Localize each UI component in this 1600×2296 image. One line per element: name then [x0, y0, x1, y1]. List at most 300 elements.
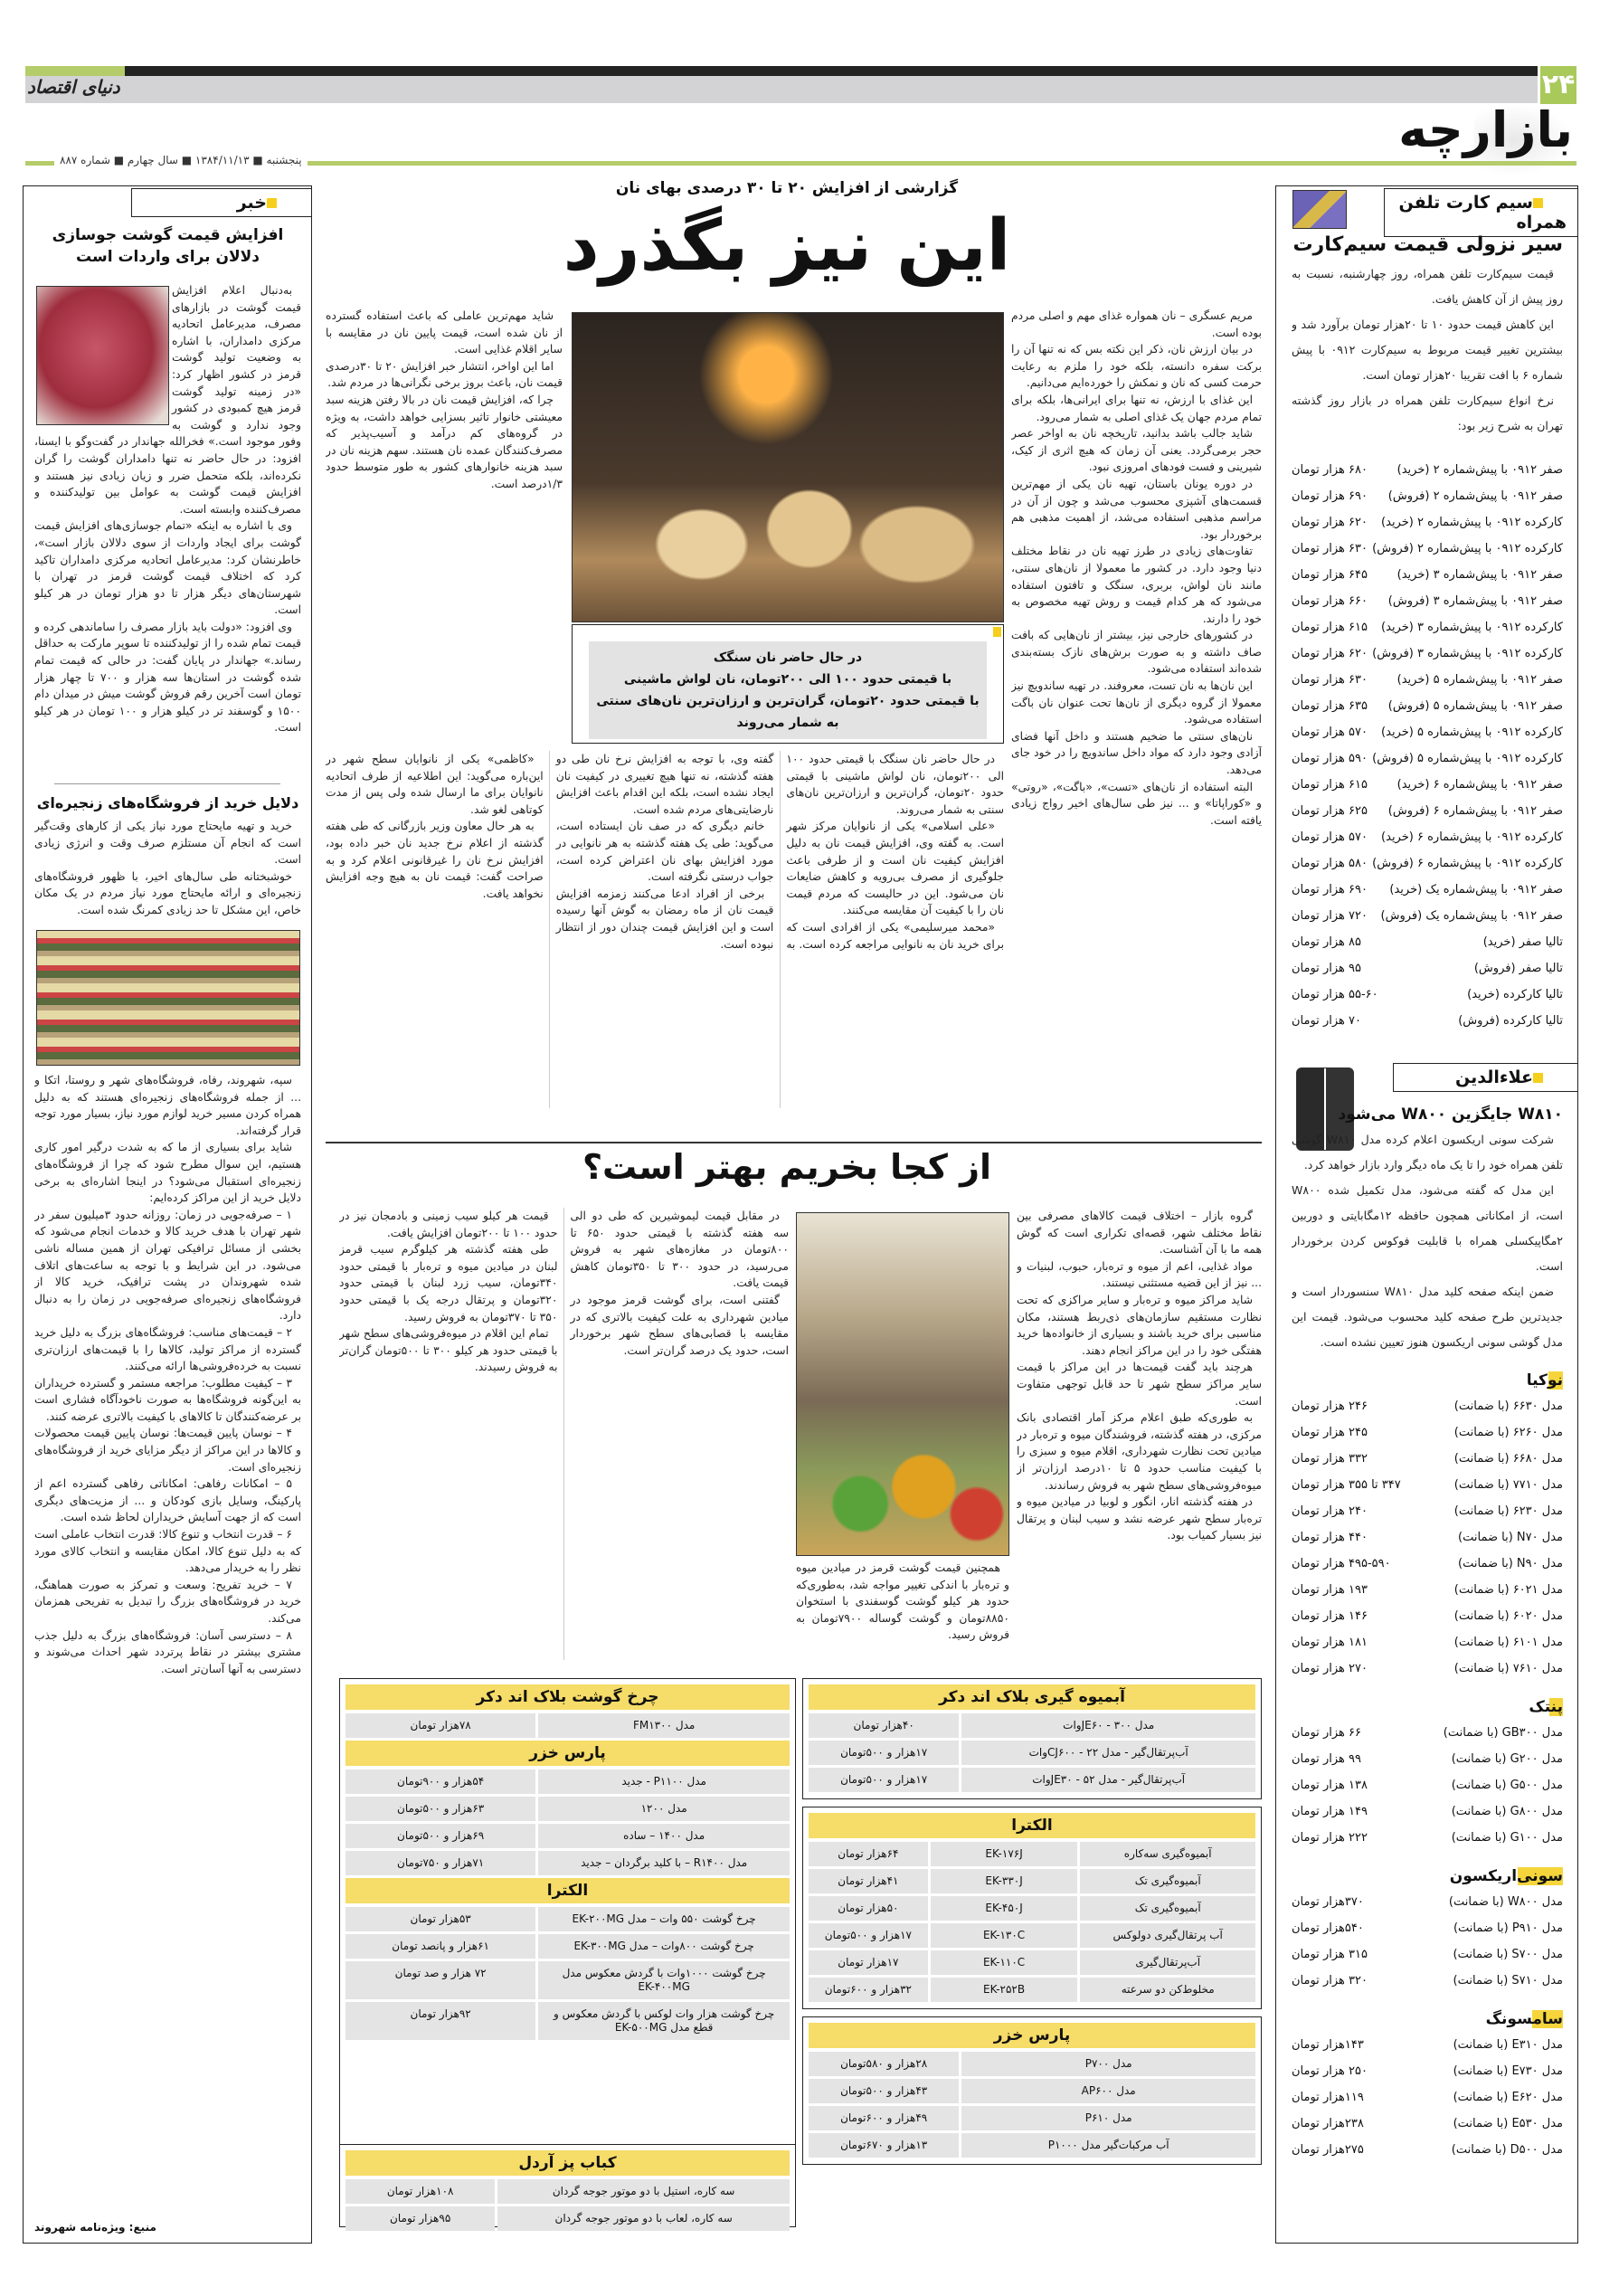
- paragraph: این کاهش قیمت حدود ۱۰ تا ۲۰هزار تومان برآورد شد و بیشترین تغییر قیمت مربوط به سیم‌کارت ۰۹۱۲ با پیش شماره ۶ با افت تقریبا ۲۰هزار تومان است.: [1292, 318, 1563, 382]
- table-cell: چرخ گوشت هزار وات لوکس با گردش معکوس و قطع مدل EK-۵۰۰MG: [538, 2002, 790, 2040]
- table-row: [346, 1934, 790, 1959]
- item-price: ۱۴۹ هزار تومان: [1292, 1805, 1368, 1818]
- table-row: [809, 1923, 1255, 1948]
- table-title: الکترا: [809, 1813, 1255, 1838]
- paragraph: در حال حاضر نان سنگک با قیمتی حدود ۱۰۰ الی ۲۰۰تومان، نان لواش ماشینی با قیمتی حدود ۲۰تومان، گران‌ترین و ارزان‌ترین نان‌های سنتی به شمار می‌روند.: [786, 753, 1004, 816]
- paragraph: به طوری‌که طبق اعلام مرکز آمار اقتصادی بانک مرکزی، در هفته گذشته، فروشندگان میوه و تره‌بار در میادین تحت نظارت شهرداری، اقلام میوه و سبزی را با کیفیت مناسب حدود ۵ تا ۱۰درصد ارزان‌تر از میوه‌فروشی‌های سطح شهر به فروش رساندند.: [1017, 1411, 1262, 1492]
- item-name: تالیا کارکرده (خرید): [1467, 988, 1563, 1001]
- table-cell: ۶۴هزار تومان: [809, 1842, 928, 1866]
- paragraph: «علی اسلامی» یکی از نانوایان مرکز شهر است. به گفته وی، افزایش قیمت نان به دلیل افزایش کیفیت نان است و از طرفی باعث جلوگیری از مصرف بی‌رویه و کاهش ضایعات نان می‌شود. این در حالیست که مردم قیمت نان را با کیفیت آن مقایسه می‌کنند.: [786, 820, 1004, 917]
- paragraph: شاید جالب باشد بدانید، تاریخچه نان به اواخر عصر حجر برمی‌گردد. یعنی آن زمان که هیچ اثری از کیک، شیرینی و فست فودهای امروزی نبود.: [1011, 427, 1262, 474]
- table-cell: ۴۰هزار تومان: [809, 1713, 959, 1738]
- table-cell: آبمیوه‌گیری تک: [1080, 1869, 1255, 1893]
- paragraph: خرید و تهیه مایحتاج مورد نیاز یکی از کارهای وقت‌گیر است که انجام آن مستلزم صرف وقت و انرژی زیادی است.: [34, 820, 301, 867]
- market-headline: از کجا بخریم بهتر است؟: [582, 1147, 992, 1187]
- bread-callout-box: [572, 624, 1004, 744]
- divider: [54, 783, 280, 784]
- table-row: [809, 1741, 1255, 1765]
- item-price: ۶۳۰ هزار تومان: [1292, 673, 1368, 687]
- item-price: ۲۴۰ هزار تومان: [1292, 1504, 1368, 1518]
- item-price: ۶۹۰ هزار تومان: [1292, 883, 1368, 897]
- price-row: [1292, 640, 1563, 667]
- table-cell: ۹۵هزار تومان: [346, 2206, 495, 2231]
- item-name: صفر ۰۹۱۲ با پیش‌شماره ۶ (فروش): [1387, 804, 1563, 818]
- price-row: [1292, 1498, 1563, 1524]
- table-cell: مدل P۶۱۰: [961, 2106, 1255, 2130]
- bread-callout: [589, 641, 987, 739]
- table-cell: مدل JE۶۰ - ۳۰۰وات: [961, 1713, 1255, 1738]
- item-price: ۵۵-۶۰ هزار تومان: [1292, 988, 1378, 1001]
- item-price: ۱۸۱ هزار تومان: [1292, 1636, 1368, 1649]
- supermarket-image: [36, 930, 300, 1066]
- paragraph: این نان‌ها به نان تست، معروفند. در تهیه ساندویچ نیز معمولا از گروه دیگری از نان‌ها تحت عنوان نان باگت استفاده می‌شود.: [1011, 679, 1262, 726]
- dateline: پنجشنبه ■ ۱۳۸۴/۱۱/۱۳ ■ سال چهارم ■ شماره ۸۸۷: [54, 154, 308, 166]
- price-row: [1292, 536, 1563, 562]
- table-row: [809, 2106, 1255, 2130]
- paragraph: ۳ – کیفیت مطلوب: مراجعه مستمر و گسترده خریداران به این‌گونه فروشگاه‌ها به صورت ناخودآگاه فشاری است بر عرضه‌کنندگان تا کالاهای با کیفیت بالاتری عرضه کنند.: [34, 1376, 301, 1423]
- paragraph: البته استفاده از نان‌های «تست»، «باگت»، «روتی» و «کوراپاتا» و ... نیز طی سال‌های اخیر رواج زیادی یافته است.: [1011, 780, 1262, 827]
- aladdin-tag: [1393, 1063, 1577, 1092]
- table-cell: مدل R۱۴۰۰ – با کلید برگردان – جدید: [538, 1851, 790, 1875]
- table-cell: ۱۰۸هزار تومان: [346, 2179, 495, 2204]
- item-price: ۵۴۰هزار تومان: [1292, 1921, 1364, 1935]
- item-price: ۲۲۲ هزار تومان: [1292, 1831, 1368, 1845]
- price-row: [1292, 955, 1563, 982]
- masthead-band: [25, 76, 1538, 103]
- item-name: کارکرده ۰۹۱۲ با پیش‌شماره ۵ (فروش): [1372, 752, 1563, 765]
- item-name: مدل S۷۱۰ (با ضمانت): [1453, 1974, 1563, 1988]
- chain-store-body: [34, 1072, 301, 2216]
- table-cell: ۶۹هزار و ۵۰۰تومان: [346, 1824, 535, 1848]
- table-cell: ۴۹هزار و ۶۰۰تومان: [809, 2106, 959, 2130]
- price-row: [1292, 2058, 1563, 2084]
- meat-headline: افزایش قیمت گوشت جوسازی دلالان برای واردات است: [52, 226, 284, 266]
- brand-price-list: [1292, 2032, 1563, 2163]
- table-title: آبمیوه گیری بلاک اند دکر: [809, 1684, 1255, 1710]
- aladdin-headline: W۸۱۰ جایگزین W۸۰۰ می‌شود: [1338, 1105, 1563, 1124]
- item-price: ۵۸۰ هزار تومان: [1292, 857, 1368, 870]
- bread-kicker: گزارشی از افزایش ۲۰ تا ۳۰ درصدی بهای نان: [615, 179, 959, 197]
- chain-store-headline: دلایل خرید از فروشگاه‌های زنجیره‌ای: [36, 794, 299, 811]
- price-row: [1292, 2111, 1563, 2137]
- item-price: ۲۴۵ هزار تومان: [1292, 1426, 1368, 1439]
- paragraph: ۱ – صرفه‌جویی در زمان: روزانه حدود ۳میلیون سفر در شهر تهران با هدف خرید کالا و خدمات انجام می‌شود که بخشی از مسائل ترافیکی تهران از همین مساله ناشی می‌شود. در این شرایط و با توجه به ساعت‌های اتلاف شده شهروندان در پشت ترافیک، خرید کالا از فروشگاه‌های زنجیره‌ای صرفه‌جویی در زمان را به دنبال دارد.: [34, 1208, 301, 1323]
- item-name: صفر ۰۹۱۲ با پیش‌شماره ۶ (خرید): [1396, 778, 1563, 792]
- item-name: صفر ۰۹۱۲ با پیش‌شماره ۳ (خرید): [1396, 568, 1563, 582]
- item-price: ۲۷۰ هزار تومان: [1292, 1662, 1368, 1675]
- table-cell: EK-۱۱۰C: [931, 1950, 1078, 1975]
- item-name: کارکرده ۰۹۱۲ با پیش‌شماره ۳ (فروش): [1372, 647, 1563, 660]
- price-row: [1292, 2137, 1563, 2163]
- brand-heading: [1292, 2010, 1563, 2028]
- price-row: [1292, 1746, 1563, 1772]
- price-row: [1292, 1551, 1563, 1577]
- item-price: ۶۲۵ هزار تومان: [1292, 804, 1368, 818]
- sim-tag-label: سیم کارت تلفن همراه: [1398, 193, 1567, 232]
- price-row: [1292, 509, 1563, 536]
- masthead-accent: [25, 66, 125, 76]
- price-row: [1292, 667, 1563, 693]
- price-row: [1292, 1446, 1563, 1472]
- tag-square-icon: [1533, 198, 1543, 208]
- table-cell: ۴۱هزار تومان: [809, 1869, 928, 1893]
- sim-tag: [1384, 188, 1577, 237]
- item-price: ۶۳۰ هزار تومان: [1292, 542, 1368, 555]
- price-row: [1292, 2084, 1563, 2111]
- price-row: [1292, 1656, 1563, 1682]
- item-price: ۱۴۶ هزار تومان: [1292, 1609, 1368, 1623]
- paragraph: ۷ – خرید تفریح: وسعت و تمرکز به صورت هماهنگ، خرید در فروشگاه‌های بزرگ را تبدیل به تفریحی همزمان می‌کند.: [34, 1578, 301, 1625]
- paragraph: به‌دنبال اعلام افزایش قیمت گوشت در بازارهای مصرف، مدیرعامل اتحادیه مرکزی دامداران، با اشاره به وضعیت تولید گوشت قرمز در کشور اظهار کرد: «در زمینه تولید گوشت قرمز هیچ کمبودی در کشور وجود ندارد و گوشت به وفور موجود است.» فخرالله جهاندار در گفت‌وگو با ایسنا، افزود: در حال حاضر نه تنها دامداران گوشت را گران نکرده‌اند، بلکه متحمل ضرر و زیان زیادی نیز هستند و افزایش قیمت گوشت به عوامل بین تولیدکننده و مصرف‌کننده وابسته است.: [34, 284, 301, 516]
- item-name: صفر ۰۹۱۲ با پیش‌شماره یک (فروش): [1380, 909, 1563, 923]
- item-price: ۳۲۰ هزار تومان: [1292, 1974, 1368, 1988]
- table-row: [809, 1768, 1255, 1792]
- table-cell: ۱۷هزار تومان: [809, 1950, 928, 1975]
- item-name: کارکرده ۰۹۱۲ با پیش‌شماره ۵ (خرید): [1381, 726, 1563, 739]
- table-row: [346, 1769, 790, 1794]
- item-price: ۹۹ هزار تومان: [1292, 1752, 1361, 1766]
- price-row: [1292, 1008, 1563, 1034]
- item-price: ۱۴۳هزار تومان: [1292, 2038, 1364, 2052]
- item-price: ۱۱۹هزار تومان: [1292, 2091, 1364, 2104]
- item-price: ۶۳۵ هزار تومان: [1292, 699, 1368, 713]
- table-cell: سه کاره، لعاب با دو موتور جوجه گردان: [497, 2206, 790, 2231]
- table-cell: مدل P۷۰۰: [961, 2052, 1255, 2076]
- price-row: [1292, 1603, 1563, 1629]
- table-row: [346, 1851, 790, 1875]
- item-name: مدل ۶۰۲۰ (با ضمانت): [1453, 1609, 1563, 1623]
- item-name: مدل ۷۶۱۰ (با ضمانت): [1453, 1662, 1563, 1675]
- table-row: [346, 1713, 790, 1738]
- price-row: [1292, 1524, 1563, 1551]
- item-name: مدل E۳۱۰ (با ضمانت): [1453, 2038, 1563, 2052]
- item-name: تالیا صفر (فروش): [1473, 962, 1563, 975]
- aladdin-tag-label: علاءالدین: [1455, 1067, 1533, 1087]
- paragraph: طی هفته گذشته هر کیلوگرم سیب قرمز لبنان در میادین میوه و تره‌بار با قیمتی حدود ۳۴۰تومان، سیب زرد لبنان با قیمتی حدود ۳۲۰تومان و پرتقال درجه یک با قیمتی حدود ۳۵۰ تا ۳۷۰تومان به فروش رسید.: [339, 1243, 558, 1324]
- callout-square-icon: [993, 627, 1001, 637]
- table-cell: مدل P۱۱۰۰ - جدید: [538, 1769, 790, 1794]
- table-cell: EK-۴۵۰J: [931, 1896, 1078, 1921]
- price-row: [1292, 588, 1563, 614]
- item-name: صفر ۰۹۱۲ با پیش‌شماره ۵ (فروش): [1387, 699, 1563, 713]
- item-name: مدل S۷۰۰ (با ضمانت): [1453, 1948, 1563, 1961]
- table-title: کباب پز آردل: [346, 2150, 790, 2176]
- price-row: [1292, 903, 1563, 929]
- price-row: [1292, 693, 1563, 719]
- brand-heading: [1292, 1867, 1563, 1885]
- price-row: [1292, 929, 1563, 955]
- paragraph: در بیان ارزش نان، ذکر این نکته بس که نه تنها آن را برکت سفره دانسته، بلکه خود را ملزم به رعایت حرمت کسی که نان و نمکش را خورده‌ایم می‌دانیم.: [1011, 343, 1262, 390]
- price-row: [1292, 798, 1563, 824]
- price-row: [1292, 719, 1563, 745]
- price-row: [1292, 1629, 1563, 1656]
- table-cell: آب‌پرتقال‌گیری: [1080, 1950, 1255, 1975]
- price-row: [1292, 772, 1563, 798]
- table-cell: ۷۸هزار تومان: [346, 1713, 535, 1738]
- bakery-image: [572, 312, 1004, 622]
- paragraph: ۸ – دسترسی آسان: فروشگاه‌های بزرگ به دلیل جذب مشتری بیشتر در نقاط پرتردد شهر احداث می‌شوند و دسترسی به آنها آسان‌تر است.: [34, 1628, 301, 1675]
- item-price: ۳۴۷ تا ۳۵۵ هزار تومان: [1292, 1478, 1401, 1492]
- table-row: [346, 2002, 790, 2040]
- item-name: صفر ۰۹۱۲ با پیش‌شماره ۳ (فروش): [1387, 594, 1563, 608]
- item-name: مدل G۸۰۰ (با ضمانت): [1451, 1805, 1563, 1818]
- table-cell: مخلوط‌کن دو سرعته: [1080, 1978, 1255, 2002]
- tag-square-icon: [1533, 1073, 1543, 1083]
- brand-heading: [1292, 1698, 1563, 1716]
- item-name: مدل ۶۲۳۰ (با ضمانت): [1453, 1504, 1563, 1518]
- sim-body: [1292, 261, 1563, 439]
- table-cell: آب‌پرتقال‌گیر - مدل CJ۶۰۰ - ۲۲وات: [961, 1741, 1255, 1765]
- paragraph: اما این اواخر، انتشار خبر افزایش ۲۰ تا ۳۰درصدی قیمت نان، باعث بروز برخی نگرانی‌ها در مردم شد.: [326, 359, 563, 390]
- paragraph: در کشورهای خارجی نیز، بیشتر از نان‌هایی که بافت صاف داشته و به صورت برش‌های نازک بسته‌بندی شده‌اند استفاده می‌شود.: [1011, 629, 1262, 676]
- paragraph: مریم عسگری – نان همواره غذای مهم و اصلی مردم بوده است.: [1011, 309, 1262, 339]
- callout-line: با قیمتی حدود ۲۰تومان، گران‌ترین و ارزان‌ترین نان‌های سنتی: [596, 694, 980, 708]
- item-price: ۹۵ هزار تومان: [1292, 962, 1361, 975]
- brand-price-list: [1292, 1393, 1563, 1682]
- price-row: [1292, 1472, 1563, 1498]
- item-price: ۷۰ هزار تومان: [1292, 1014, 1361, 1028]
- item-price: ۶۹۰ هزار تومان: [1292, 489, 1368, 503]
- juicer-price-tables: [802, 1678, 1262, 2230]
- table-cell: ۱۷هزار و ۵۰۰تومان: [809, 1923, 928, 1948]
- item-name: مدل D۵۰۰ (با ضمانت): [1451, 2143, 1563, 2157]
- bread-headline: این نیز بگذرد: [563, 205, 1011, 287]
- item-name: صفر ۰۹۱۲ با پیش‌شماره ۲ (فروش): [1387, 489, 1563, 503]
- item-name: مدل ۶۲۶۰ (با ضمانت): [1453, 1426, 1563, 1439]
- table-cell: مدل ۱۴۰۰ – ساده: [538, 1824, 790, 1848]
- item-price: ۶۱۵ هزار تومان: [1292, 621, 1368, 634]
- item-price: ۵۷۰ هزار تومان: [1292, 726, 1368, 739]
- table-cell: ۶۳هزار و ۵۰۰تومان: [346, 1797, 535, 1821]
- price-row: [1292, 1825, 1563, 1851]
- table-cell: ۵۰هزار تومان: [809, 1896, 928, 1921]
- table-cell: ۷۲ هزار و صد تومان: [346, 1961, 535, 1999]
- table-cell: آبمیوه‌گیری تک: [1080, 1896, 1255, 1921]
- price-row: [1292, 562, 1563, 588]
- paragraph: خوشبختانه طی سال‌های اخیر، با ظهور فروشگاه‌های زنجیره‌ای و ارائه مایحتاج مورد نیاز مردم در یک مکان خاص، این مشکل تا حد زیادی کمرنگ شده است.: [34, 869, 301, 916]
- meat-article-body: [34, 282, 301, 789]
- paragraph: همچنین قیمت گوشت قرمز در میادین میوه و تره‌بار با اندکی تغییر مواجه شد، به‌طوری‌که حدود هر کیلو گوشت گوسفندی با استخوان ۸۸۵۰تومان و گوشت گوساله ۷۹۰۰تومان به فروش رسید.: [796, 1561, 1009, 1642]
- table-row: [346, 1961, 790, 1999]
- table-cell: مدل ۱۲۰۰: [538, 1797, 790, 1821]
- item-price: ۲۷۵هزار تومان: [1292, 2143, 1364, 2157]
- table-cell: آب‌پرتقال‌گیر - مدل JE۳۰ - ۵۲وات: [961, 1768, 1255, 1792]
- grill-price-table: [339, 2144, 796, 2227]
- table-cell: EK-۲۵۲B: [931, 1978, 1078, 2002]
- price-row: [1292, 1915, 1563, 1941]
- item-price: ۶۲۰ هزار تومان: [1292, 647, 1368, 660]
- table-title: پارس خزر: [809, 2023, 1255, 2048]
- paragraph: ضمن اینکه صفحه کلید مدل W۸۱۰ سنسوردار است و جدیدترین طرح صفحه کلید محسوب می‌شود. قیمت این مدل گوشی سونی اریکسون هنوز تعیین نشده است.: [1292, 1285, 1563, 1349]
- table-cell: ۵۳هزار تومان: [346, 1907, 535, 1931]
- item-name: مدل ۶۱۰۱ (با ضمانت): [1453, 1636, 1563, 1649]
- bread-article-right-column: [1011, 308, 1262, 1104]
- brand-name: پنتک: [1529, 1698, 1563, 1716]
- item-price: ۲۵۰ هزار تومان: [1292, 2064, 1368, 2078]
- item-price: ۸۵ هزار تومان: [1292, 935, 1361, 949]
- paragraph: نان‌های سنتی ما ضخیم هستند و داخل آنها فضای آزادی وجود دارد که مواد داخل ساندویچ را در خود جای می‌دهد.: [1011, 729, 1262, 777]
- brand-price-list: [1292, 1889, 1563, 1994]
- callout-line: با قیمتی حدود ۱۰۰ الی ۲۰۰تومان، نان لواش ماشینی: [623, 672, 952, 687]
- price-row: [1292, 614, 1563, 640]
- paragraph: ۶ – قدرت انتخاب و تنوع کالا: قدرت انتخاب عاملی است که به دلیل تنوع کالا، امکان مقایسه و انتخاب کالای مورد نظر را به خریدار می‌دهد.: [34, 1528, 301, 1575]
- news-tag-label: خبر: [236, 193, 267, 213]
- table-cell: آب مرکبات‌گیر مدل P۱۰۰۰: [961, 2133, 1255, 2158]
- paragraph: شاید مراکز میوه و تره‌بار و سایر مراکزی که تحت نظارت مستقیم سازمان‌های ذی‌ربط هستند، مکان مناسبی برای خرید باشند و بسیاری از خانواده‌ها خرید هفتگی خود را در این مراکز انجام دهند.: [1017, 1293, 1262, 1357]
- paragraph: مواد غذایی، اعم از میوه و تره‌بار، حبوب، لبنیات و ... نیز از این قضیه مستثنی نیستند.: [1017, 1259, 1262, 1290]
- table-row: [809, 2052, 1255, 2076]
- item-name: مدل N۷۰ (با ضمانت): [1458, 1531, 1563, 1544]
- table-row: [809, 1842, 1255, 1866]
- item-price: ۶۴۵ هزار تومان: [1292, 568, 1368, 582]
- table-cell: مدل FM۱۳۰۰: [538, 1713, 790, 1738]
- table-cell: ۱۳هزار و ۶۷۰تومان: [809, 2133, 959, 2158]
- table-title: الکترا: [346, 1878, 790, 1903]
- page-number: ۲۴: [1540, 66, 1576, 104]
- item-price: ۴۹۵-۵۹۰ هزار تومان: [1292, 1557, 1391, 1570]
- item-name: کارکرده ۰۹۱۲ با پیش‌شماره ۲ (خرید): [1381, 516, 1563, 529]
- price-row: [1292, 1393, 1563, 1419]
- item-price: ۷۲۰ هزار تومان: [1292, 909, 1368, 923]
- paragraph: ۴ – نوسان پایین قیمت‌ها: نوسان پایین قیمت محصولات و کالاها در این مراکز از دیگر مزایای خرید از فروشگاه‌های زنجیره‌ای است.: [34, 1427, 301, 1474]
- paragraph: این مدل که گفته می‌شود، مدل تکمیل شده W۸۰۰ است، از امکاناتی همچون حافظه ۱۲مگابایتی و دوربین ۲مگاپیکسلی همراه با قابلیت فوکوس کردن برخوردار است.: [1292, 1183, 1563, 1273]
- item-price: ۵۹۰ هزار تومان: [1292, 752, 1368, 765]
- price-row: [1292, 1772, 1563, 1798]
- table-cell: EK-۱۷۶J: [931, 1842, 1078, 1866]
- paragraph: هرچند باید گفت قیمت‌ها در این مراکز با قیمت سایر مراکز سطح شهر تا حد قابل توجهی متفاوت است.: [1017, 1361, 1262, 1408]
- item-price: ۶۸۰ هزار تومان: [1292, 463, 1368, 477]
- item-name: مدل E۷۳۰ (با ضمانت): [1453, 2064, 1563, 2078]
- item-price: ۳۷۰هزار تومان: [1292, 1895, 1364, 1909]
- item-name: مدل GB۳۰۰ (با ضمانت): [1443, 1726, 1563, 1740]
- item-name: تالیا صفر (خرید): [1482, 935, 1563, 949]
- price-row: [1292, 1419, 1563, 1446]
- item-name: مدل ۶۰۲۱ (با ضمانت): [1453, 1583, 1563, 1597]
- table-cell: آبمیوه‌گیری سه‌کاره: [1080, 1842, 1255, 1866]
- paragraph: وی با اشاره به اینکه «تمام جوسازی‌های افزایش قیمت گوشت برای ایجاد واردات از سوی دلالان بازار است»، خاطرنشان کرد: مدیرعامل اتحادیه مرکزی دامداران تاکید کرد که اختلاف قیمت گوشت قرمز در تهران با شهرستان‌های دیگر هزار تا دو هزار تومان در هر کیلو است.: [34, 519, 301, 617]
- phone-price-lists: [1292, 1371, 1563, 2163]
- item-name: مدل ۷۷۱۰ (با ضمانت): [1453, 1478, 1563, 1492]
- item-price: ۳۱۵ هزار تومان: [1292, 1948, 1368, 1961]
- meat-grinder-price-tables: [339, 1678, 796, 2149]
- item-price: ۶۱۵ هزار تومان: [1292, 778, 1368, 792]
- item-price: ۶۲۰ هزار تومان: [1292, 516, 1368, 529]
- table-cell: ۴۳هزار و ۵۰۰تومان: [809, 2079, 959, 2103]
- item-name: کارکرده ۰۹۱۲ با پیش‌شماره ۶ (خرید): [1381, 830, 1563, 844]
- newspaper-logo: دنیای اقتصاد: [27, 76, 120, 98]
- chain-store-intro: [34, 818, 301, 926]
- paragraph: وی افزود: «دولت باید بازار مصرف را ساماندهی کرده و قیمت تمام شده را از تولیدکننده تا سوپر مارکت به حداقل رساند.» جهاندار در پایان گفت: در حالی که قیمت تمام شده گوشت در استان‌ها سه هزار و ۷۰۰ تا چهار هزار تومان است آخرین رقم فروش گوشت میش در میدان دام ۱۵۰۰ و گوسفند تر در کیلو هزار و ۱۰۰ تومان در هر کیلو است.: [34, 620, 301, 735]
- price-table: [802, 1807, 1262, 2009]
- table-row: [346, 2206, 790, 2231]
- table-cell: ۵۴هزار و ۹۰۰تومان: [346, 1769, 535, 1794]
- item-price: ۳۳۲ هزار تومان: [1292, 1452, 1368, 1466]
- bread-article-lower-columns: [326, 751, 1004, 1108]
- article-divider: [326, 1142, 1262, 1143]
- brand-price-list: [1292, 1720, 1563, 1851]
- item-name: مدل W۸۰۰ (با ضمانت): [1448, 1895, 1563, 1909]
- price-row: [1292, 2032, 1563, 2058]
- brand-name: نوکیا: [1526, 1371, 1563, 1390]
- brand-name: سامسونگ: [1485, 2010, 1563, 2028]
- price-row: [1292, 1889, 1563, 1915]
- table-row: [346, 1907, 790, 1931]
- item-name: کارکرده ۰۹۱۲ با پیش‌شماره ۳ (خرید): [1381, 621, 1563, 634]
- paragraph: تفاوت‌های زیادی در طرز تهیه نان در نقاط مختلف دنیا وجود دارد. در کشور ما معمولا از نان‌های سنتی، مانند نان لواش، بربری، سنگک و تافتون استفاده می‌شود که هر کدام قیمت و روش تهیه مخصوص به خود را دارند.: [1011, 545, 1262, 625]
- paragraph: «کاظمی» یکی از نانوایان سطح شهر در این‌باره می‌گوید: این اطلاعیه از طرف اتحادیه نانوایان برای ما ارسال شده ولی پس از مدت کوتاهی لغو شد.: [326, 753, 544, 816]
- paragraph: چرا که، افزایش قیمت نان در بالا رفتن هزینه سبد معیشتی خانوار تاثیر بسزایی خواهد داشت، به ویژه در گروه‌های کم درآمد و آسیب‌پذیر که مصرف‌کنندگان عمده نان هستند. سهم هزینه نان در سبد هزینه خانوارهای کشور به طور متوسط حدود ۱/۳درصد است.: [326, 393, 563, 490]
- item-name: تالیا کارکرده (فروش): [1458, 1014, 1563, 1028]
- item-name: مدل N۹۰ (با ضمانت): [1458, 1557, 1563, 1570]
- callout-line: به شمار می‌روند: [736, 716, 839, 730]
- market-image: [796, 1212, 1009, 1556]
- price-row: [1292, 1941, 1563, 1968]
- market-article-right-column: [1017, 1208, 1262, 1660]
- paragraph: گفتنی است، برای گوشت قرمز موجود در میادین شهرداری به علت کیفیت بالاتری که در مقایسه با قصابی‌های سطح شهر برخوردار است، حدود یک درصد گران‌تر است.: [570, 1293, 789, 1357]
- table-cell: چرخ گوشت ۸۰۰وات – مدل EK-۳۰۰MG: [538, 1934, 790, 1959]
- price-row: [1292, 745, 1563, 772]
- market-article-left-columns: [339, 1208, 789, 1660]
- item-price: ۶۶۰ هزار تومان: [1292, 594, 1368, 608]
- paragraph: گروه بازار – اختلاف قیمت کالاهای مصرفی بین نقاط مختلف شهر، قصه‌ای تکراری است که گوش همه ما با آن آشناست.: [1017, 1210, 1262, 1257]
- table-cell: ۱۷هزار و ۵۰۰تومان: [809, 1741, 959, 1765]
- item-price: ۵۷۰ هزار تومان: [1292, 830, 1368, 844]
- callout-line: در حال حاضر نان سنگک: [713, 650, 863, 665]
- table-cell: EK-۳۳۰J: [931, 1869, 1078, 1893]
- masthead-bar: [25, 66, 1538, 76]
- paragraph: برخی از افراد ادعا می‌کنند زمزمه افزایش قیمت نان از ماه رمضان به گوش آنها رسیده است و این افزایش قیمت چندان دور از انتظار نبوده است.: [555, 887, 774, 951]
- table-cell: ۳۲هزار و ۶۰۰تومان: [809, 1978, 928, 2002]
- item-price: ۲۴۶ هزار تومان: [1292, 1399, 1368, 1413]
- section-title: بازارچه: [1398, 101, 1573, 158]
- table-row: [346, 1824, 790, 1848]
- item-name: مدل ۶۶۳۰ (با ضمانت): [1453, 1399, 1563, 1413]
- paragraph: این غذای با ارزش، نه تنها برای ایرانی‌ها، بلکه برای تمام مردم جهان یک غذای اصلی به شمار می‌رود.: [1011, 393, 1262, 423]
- item-name: مدل P۹۱۰ (با ضمانت): [1453, 1921, 1563, 1935]
- item-name: مدل E۵۳۰ (با ضمانت): [1453, 2117, 1563, 2130]
- price-row: [1292, 850, 1563, 877]
- paragraph: در دوره یونان باستان، تهیه نان یکی از مهم‌ترین قسمت‌های آشپزی محسوب می‌شد و چون از آن در مراسم مذهبی استفاده می‌شد، از اهمیت مذهبی هم برخوردار بود.: [1011, 477, 1262, 541]
- item-price: ۲۳۸هزار تومان: [1292, 2117, 1364, 2130]
- item-name: مدل G۵۰۰ (با ضمانت): [1451, 1779, 1563, 1792]
- table-row: [809, 1713, 1255, 1738]
- item-name: مدل G۲۰۰ (با ضمانت): [1451, 1752, 1563, 1766]
- table-row: [809, 1869, 1255, 1893]
- item-name: صفر ۰۹۱۲ با پیش‌شماره ۵ (خرید): [1396, 673, 1563, 687]
- table-title: چرخ گوشت بلاک اند دکر: [346, 1684, 790, 1710]
- tag-square-icon: [267, 198, 277, 208]
- table-row: [809, 2133, 1255, 2158]
- item-name: صفر ۰۹۱۲ با پیش‌شماره یک (خرید): [1389, 883, 1563, 897]
- paragraph: در هفته گذشته انار، انگور و لوبیا در میادین میوه و تره‌بار سطح شهر عرضه نشد و سیب لبنان و پرتقال نیز بسیار کمیاب بود.: [1017, 1495, 1262, 1542]
- aladdin-body: [1292, 1127, 1563, 1355]
- table-row: [346, 1797, 790, 1821]
- item-name: مدل ۶۶۸۰ (با ضمانت): [1453, 1452, 1563, 1466]
- paragraph: قیمت سیم‌کارت تلفن همراه، روز چهارشنبه، نسبت به روز پیش از آن کاهش یافت.: [1292, 267, 1563, 306]
- table-cell: ۹۲هزار تومان: [346, 2002, 535, 2040]
- market-article-under-image: [796, 1560, 1009, 1659]
- item-name: صفر ۰۹۱۲ با پیش‌شماره ۲ (خرید): [1396, 463, 1563, 477]
- item-price: ۱۹۳ هزار تومان: [1292, 1583, 1368, 1597]
- item-price: ۱۳۸ هزار تومان: [1292, 1779, 1368, 1792]
- brand-heading: [1292, 1371, 1563, 1390]
- price-table: [802, 1678, 1262, 1799]
- paragraph: تمام این اقلام در میوه‌فروشی‌های سطح شهر با قیمتی حدود هر کیلو ۳۰۰ تا ۵۰۰تومان گران‌تر به فروش رسیدند.: [339, 1327, 558, 1374]
- bread-article-left-column: [326, 308, 563, 746]
- item-name: مدل E۶۲۰ (با ضمانت): [1453, 2091, 1563, 2104]
- source-credit: منبع: ویژه‌نامه شهروند: [34, 2221, 156, 2234]
- price-row: [1292, 1798, 1563, 1825]
